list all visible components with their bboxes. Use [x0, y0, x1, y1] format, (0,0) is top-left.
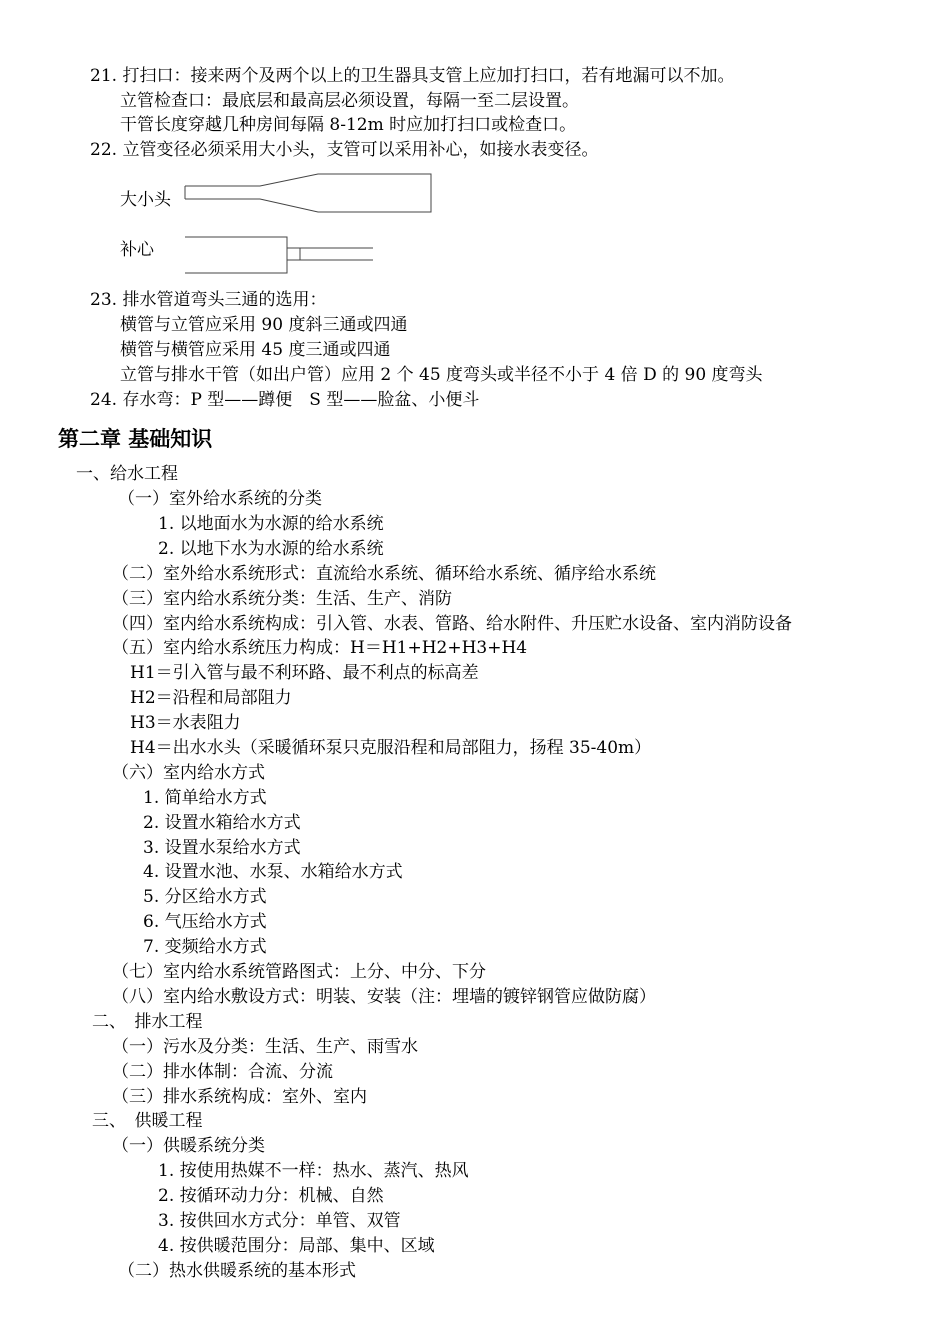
list-item: 7. 变频给水方式 [143, 937, 267, 957]
item-22: 22. 立管变径必须采用大小头，支管可以采用补心，如接水表变径。 [90, 140, 599, 160]
list-item: 5. 分区给水方式 [143, 887, 267, 907]
list-item: 2. 设置水箱给水方式 [143, 813, 301, 833]
list-item: 4. 设置水池、水泵、水箱给水方式 [143, 862, 403, 882]
list-item: 4. 按供暖范围分：局部、集中、区域 [158, 1236, 435, 1256]
item-23-a: 横管与立管应采用 90 度斜三通或四通 [120, 315, 408, 335]
subsection-outdoor-forms: （二）室外给水系统形式：直流给水系统、循环给水系统、循序给水系统 [112, 564, 656, 584]
section-heating: 三、 供暖工程 [92, 1111, 203, 1131]
pressure-h2: H2＝沿程和局部阻力 [130, 688, 292, 708]
list-item: 1. 以地面水为水源的给水系统 [158, 514, 384, 534]
item-21-inspection: 立管检查口：最底层和最高层必须设置，每隔一至二层设置。 [120, 91, 579, 111]
list-item: 3. 按供回水方式分：单管、双管 [158, 1211, 401, 1231]
subsection-outdoor-classification: （一）室外给水系统的分类 [118, 489, 322, 509]
subsection-hot-water-forms: （二）热水供暖系统的基本形式 [118, 1261, 356, 1281]
list-item: 2. 按循环动力分：机械、自然 [158, 1186, 384, 1206]
pressure-h1: H1＝引入管与最不利环路、最不利点的标高差 [130, 663, 479, 683]
subsection-indoor-classification: （三）室内给水系统分类：生活、生产、消防 [112, 589, 452, 609]
subsection-indoor-composition: （四）室内给水系统构成：引入管、水表、管路、给水附件、升压贮水设备、室内消防设备 [112, 614, 792, 634]
reducer-figure [185, 172, 435, 216]
list-item: 3. 设置水泵给水方式 [143, 838, 301, 858]
item-23-b: 横管与横管应采用 45 度三通或四通 [120, 340, 391, 360]
figure-label-reducer: 大小头 [120, 190, 171, 210]
item-21-main-pipe: 干管长度穿越几种房间每隔 8-12m 时应加打扫口或检查口。 [120, 115, 577, 135]
bushing-figure [185, 235, 385, 275]
list-item: 2. 以地下水为水源的给水系统 [158, 539, 384, 559]
section-water-supply: 一、给水工程 [76, 464, 178, 484]
subsection-heating-classification: （一）供暖系统分类 [112, 1136, 265, 1156]
item-23-c: 立管与排水干管（如出户管）应用 2 个 45 度弯头或半径不小于 4 倍 D 的 90 度弯头 [120, 365, 763, 385]
chapter-title: 第二章 基础知识 [58, 427, 213, 451]
pressure-h4: H4＝出水水头（采暖循环泵只克服沿程和局部阻力，扬程 35-40m） [130, 738, 652, 758]
subsection-pipe-layout: （七）室内给水系统管路图式：上分、中分、下分 [112, 962, 486, 982]
item-21: 21. 打扫口：接来两个及两个以上的卫生器具支管上应加打扫口，若有地漏可以不加。 [90, 66, 735, 86]
list-item: 1. 按使用热媒不一样：热水、蒸汽、热风 [158, 1161, 469, 1181]
subsection-installation: （八）室内给水敷设方式：明装、安装（注：埋墙的镀锌钢管应做防腐） [112, 987, 656, 1007]
list-item: 1. 简单给水方式 [143, 788, 267, 808]
pressure-h3: H3＝水表阻力 [130, 713, 241, 733]
list-item: 6. 气压给水方式 [143, 912, 267, 932]
figure-label-bushing: 补心 [120, 240, 154, 260]
subsection-drainage-system: （二）排水体制：合流、分流 [112, 1062, 333, 1082]
section-drainage: 二、 排水工程 [92, 1012, 203, 1032]
subsection-pressure: （五）室内给水系统压力构成：H＝H1+H2+H3+H4 [112, 638, 528, 658]
subsection-drainage-composition: （三）排水系统构成：室外、室内 [112, 1087, 367, 1107]
item-24: 24. 存水弯：P 型——蹲便 S 型——脸盆、小便斗 [90, 390, 480, 410]
subsection-supply-methods: （六）室内给水方式 [112, 763, 265, 783]
subsection-sewage: （一）污水及分类：生活、生产、雨雪水 [112, 1037, 418, 1057]
item-23: 23. 排水管道弯头三通的选用： [90, 290, 327, 310]
